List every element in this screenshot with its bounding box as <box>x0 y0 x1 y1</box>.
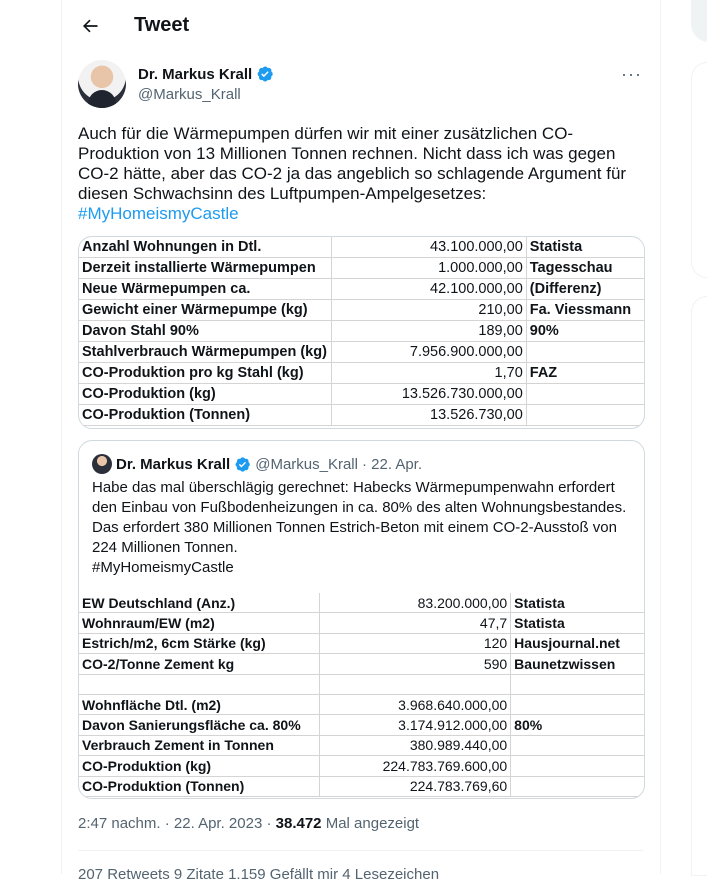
table-label-cell: Davon Stahl 90% <box>79 321 331 342</box>
table-value-cell: 42.100.000,00 <box>331 279 526 300</box>
table-label-cell: Stahlverbrauch Wärmepumpen (kg) <box>79 342 331 363</box>
author-name-text: Dr. Markus Krall <box>138 65 253 83</box>
sidebar-panel-edge <box>691 62 707 278</box>
table-row <box>79 735 644 755</box>
table-row <box>79 258 644 279</box>
quoted-tweet-header <box>92 454 422 474</box>
table-label-cell: Anzahl Wohnungen in Dtl. <box>79 237 331 258</box>
table-value-cell: 1.000.000,00 <box>331 258 526 279</box>
tweet-text <box>78 124 648 224</box>
engagement-stats[interactable]: 207 Retweets 9 Zitate 1.159 Gefällt mir 4 Lesezeichen <box>78 866 440 883</box>
table-source-cell <box>511 674 644 694</box>
hashtag-link[interactable]: #MyHomeismyCastle <box>78 204 239 223</box>
verified-badge-icon <box>234 456 251 473</box>
quoted-date: · 22. Apr. <box>361 455 423 473</box>
table-row <box>79 321 644 342</box>
table-source-cell <box>511 694 644 714</box>
quoted-hashtag: #MyHomeismyCastle <box>92 559 234 576</box>
views-label: Mal angezeigt <box>325 815 420 832</box>
table-value-cell: 13.526.730.000,00 <box>331 384 526 405</box>
table-label-cell: CO-Produktion (Tonnen) <box>79 776 320 796</box>
table-value-cell: 7.956.900.000,00 <box>331 342 526 363</box>
table-label-cell: Estrich/m2, 6cm Stärke (kg) <box>79 633 320 653</box>
table-label-cell: Derzeit installierte Wärmepumpen <box>79 258 331 279</box>
column-border-left <box>61 0 62 874</box>
table-row <box>79 756 644 776</box>
table-label-cell: Neue Wärmepumpen ca. <box>79 279 331 300</box>
table-value-cell: 83.200.000,00 <box>320 593 511 613</box>
table-value-cell: 43.100.000,00 <box>331 237 526 258</box>
table-value-cell: 590 <box>320 654 511 674</box>
table-label-cell: Gewicht einer Wärmepumpe (kg) <box>79 300 331 321</box>
quoted-author-handle: @Markus_Krall <box>255 455 358 473</box>
table-label-cell: CO-Produktion (kg) <box>79 756 320 776</box>
table-value-cell: 224.783.769.600,00 <box>320 756 511 776</box>
table-label-cell: CO-Produktion (Tonnen) <box>79 405 331 426</box>
quoted-body: Habe das mal überschlägig gerechnet: Habecks Wärmepumpenwahn erfordert den Einbau von Fußbodenheizungen in ca. 80% des alten Wohnungsbestandes. Das erfordert 380 Millionen Tonnen Estrich-Beton mit einem CO-2-Ausstoß von 224 Millionen Tonnen. <box>92 479 627 556</box>
table-value-cell: 224.783.769,60 <box>320 776 511 796</box>
quoted-calc-table <box>79 593 644 797</box>
divider <box>78 850 643 851</box>
author-handle[interactable]: @Markus_Krall <box>138 86 241 103</box>
more-options-button[interactable]: ··· <box>621 64 642 84</box>
table-value-cell: 210,00 <box>331 300 526 321</box>
table-row <box>79 342 644 363</box>
table-value-cell: 47,7 <box>320 613 511 633</box>
table-value-cell: 13.526.730,00 <box>331 405 526 426</box>
table-value-cell: 120 <box>320 633 511 653</box>
tweet-image-table[interactable] <box>78 236 645 429</box>
table-value-cell <box>320 674 511 694</box>
table-value-cell: 3.174.912.000,00 <box>320 715 511 735</box>
table-value-cell: 3.968.640.000,00 <box>320 694 511 714</box>
table-source-cell <box>511 735 644 755</box>
table-source-cell: Baunetzwissen <box>511 654 644 674</box>
column-border-right <box>660 0 661 874</box>
table-source-cell: (Differenz) <box>526 279 644 300</box>
table-value-cell: 380.989.440,00 <box>320 735 511 755</box>
table-row <box>79 237 644 258</box>
table-source-cell: 90% <box>526 321 644 342</box>
table-row <box>79 613 644 633</box>
tweet-header <box>62 0 660 53</box>
verified-badge-icon <box>256 65 274 83</box>
table-source-cell: Statista <box>511 593 644 613</box>
table-label-cell: Verbrauch Zement in Tonnen <box>79 735 320 755</box>
table-row <box>79 776 644 796</box>
table-row <box>79 384 644 405</box>
arrow-left-icon <box>80 16 100 36</box>
quoted-author-name: Dr. Markus Krall <box>116 455 231 473</box>
table-source-cell: Tagesschau <box>526 258 644 279</box>
search-box-edge[interactable] <box>691 0 707 42</box>
quoted-tweet[interactable] <box>78 440 645 799</box>
main-calc-table <box>79 237 644 426</box>
table-source-cell: 80% <box>511 715 644 735</box>
table-row <box>79 694 644 714</box>
author-name[interactable] <box>138 65 274 83</box>
sidebar-panel-edge-2 <box>691 296 707 876</box>
table-label-cell: Wohnfläche Dtl. (m2) <box>79 694 320 714</box>
quoted-image-table <box>79 593 644 797</box>
tweet-author <box>78 60 644 110</box>
table-source-cell <box>526 342 644 363</box>
table-source-cell: Statista <box>526 237 644 258</box>
timestamp[interactable]: 2:47 nachm. · 22. Apr. 2023 · <box>78 815 272 832</box>
table-label-cell: Wohnraum/EW (m2) <box>79 613 320 633</box>
table-row <box>79 300 644 321</box>
table-source-cell <box>526 384 644 405</box>
table-row <box>79 654 644 674</box>
table-value-cell: 189,00 <box>331 321 526 342</box>
table-label-cell <box>79 674 320 694</box>
back-button[interactable] <box>76 12 104 40</box>
view-count: 38.472 <box>275 815 322 832</box>
table-label-cell: CO-Produktion (kg) <box>79 384 331 405</box>
table-source-cell: Fa. Viessmann <box>526 300 644 321</box>
tweet-meta <box>78 815 419 832</box>
table-source-cell <box>511 756 644 776</box>
page-title: Tweet <box>134 14 190 36</box>
table-source-cell <box>526 405 644 426</box>
table-row <box>79 405 644 426</box>
table-row <box>79 715 644 735</box>
table-row <box>79 593 644 613</box>
table-label-cell: Davon Sanierungsfläche ca. 80% <box>79 715 320 735</box>
table-row <box>79 363 644 384</box>
quoted-avatar <box>92 454 112 474</box>
table-label-cell: EW Deutschland (Anz.) <box>79 593 320 613</box>
table-row <box>79 633 644 653</box>
quoted-text <box>92 478 637 578</box>
table-label-cell: CO-2/Tonne Zement kg <box>79 654 320 674</box>
table-source-cell: FAZ <box>526 363 644 384</box>
tweet-body: Auch für die Wärmepumpen dürfen wir mit einer zusätzlichen CO-Produktion von 13 Millionen Tonnen rechnen. Nicht dass ich was gegen CO-2 hätte, aber das CO-2 ja das angeblich so schlagende Argument für diesen Schwachsinn des Luftpumpen-Ampelgesetzes: <box>78 124 627 203</box>
table-source-cell <box>511 776 644 796</box>
table-row <box>79 279 644 300</box>
table-source-cell: Statista <box>511 613 644 633</box>
table-value-cell: 1,70 <box>331 363 526 384</box>
avatar[interactable] <box>78 60 126 108</box>
table-row <box>79 674 644 694</box>
table-label-cell: CO-Produktion pro kg Stahl (kg) <box>79 363 331 384</box>
table-source-cell: Hausjournal.net <box>511 633 644 653</box>
